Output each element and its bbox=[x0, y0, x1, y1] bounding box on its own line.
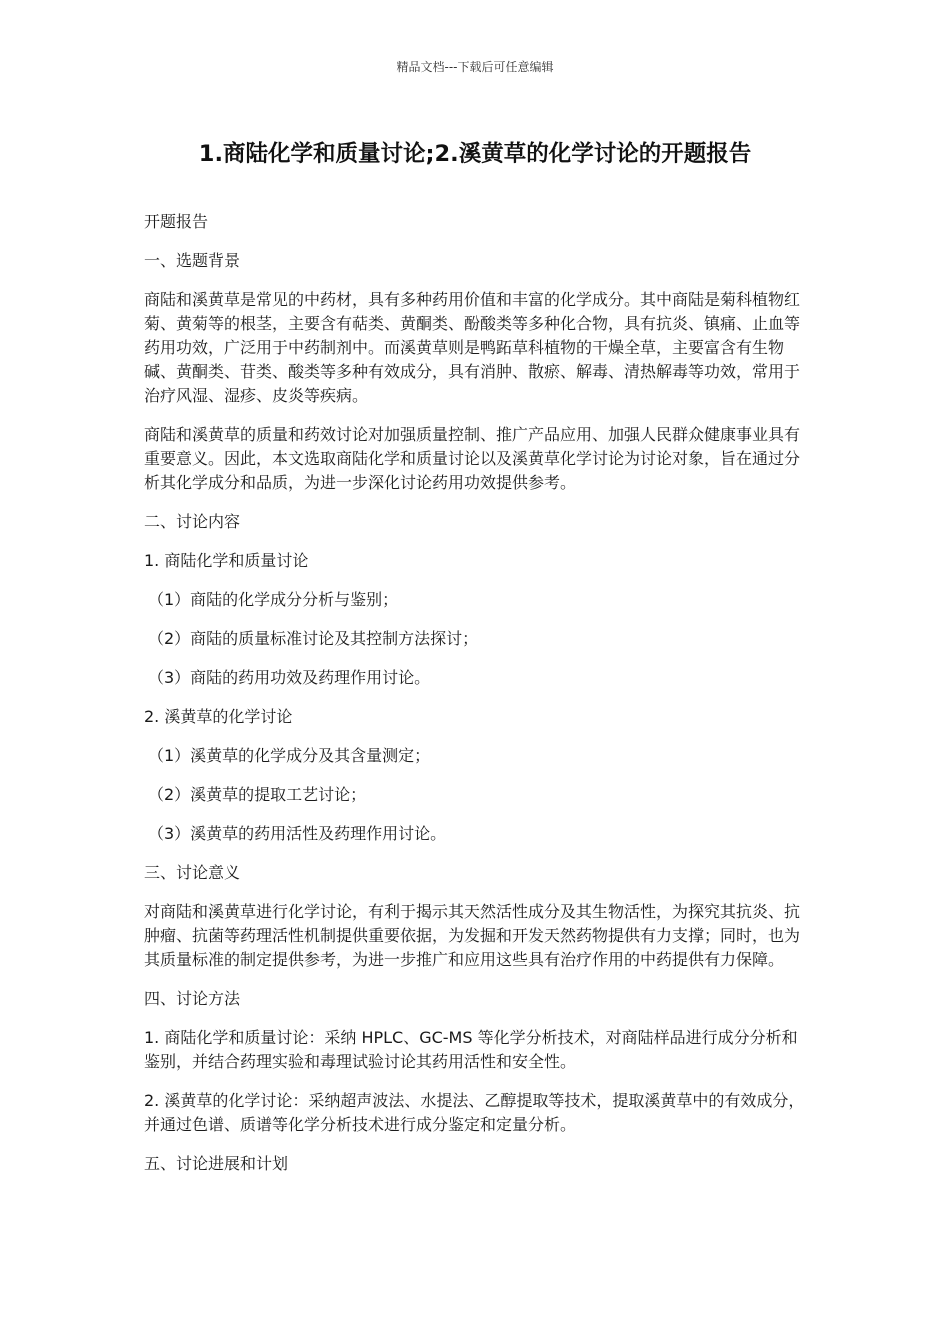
document-title: 1.商陆化学和质量讨论;2.溪黄草的化学讨论的开题报告 bbox=[198, 141, 752, 167]
list-item: （3）溪黄草的药用活性及药理作用讨论。 bbox=[148, 824, 447, 843]
document-body bbox=[144, 210, 808, 1191]
list-item: （1）商陆的化学成分分析与鉴别； bbox=[148, 590, 399, 609]
section-heading-significance: 三、讨论意义 bbox=[144, 863, 241, 882]
list-item: （2）商陆的质量标准讨论及其控制方法探讨； bbox=[148, 629, 479, 648]
report-label: 开题报告 bbox=[144, 212, 209, 231]
significance-paragraph: 对商陆和溪黄草进行化学讨论，有利于揭示其天然活性成分及其生物活性，为探究其抗炎、抗肿瘤、抗菌等药理活性机制提供重要依据，为发掘和开发天然药物提供有力支撑；同时，也为其质量标准的制定提供参考，为进一步推广和应用这些具有治疗作用的中药提供有力保障。 bbox=[144, 902, 801, 969]
list-item: （1）溪黄草的化学成分及其含量测定； bbox=[148, 746, 431, 765]
section-heading-methods: 四、讨论方法 bbox=[144, 989, 241, 1008]
list-item: （3）商陆的药用功效及药理作用讨论。 bbox=[148, 668, 431, 687]
subsection-heading-shanglu: 1. 商陆化学和质量讨论 bbox=[144, 551, 309, 570]
methods-paragraph-2: 2. 溪黄草的化学讨论：采纳超声波法、水提法、乙醇提取等技术，提取溪黄草中的有效成分，并通过色谱、质谱等化学分析技术进行成分鉴定和定量分析。 bbox=[144, 1091, 805, 1134]
section-heading-progress: 五、讨论进展和计划 bbox=[144, 1154, 289, 1173]
list-item: （2）溪黄草的提取工艺讨论； bbox=[148, 785, 367, 804]
background-paragraph-2: 商陆和溪黄草的质量和药效讨论对加强质量控制、推广产品应用、加强人民群众健康事业具有重要意义。因此，本文选取商陆化学和质量讨论以及溪黄草化学讨论为讨论对象，旨在通过分析其化学成分和品质，为进一步深化讨论药用功效提供参考。 bbox=[144, 425, 801, 492]
background-paragraph-1: 商陆和溪黄草是常见的中药材，具有多种药用价值和丰富的化学成分。其中商陆是菊科植物红菊、黄菊等的根茎，主要含有萜类、黄酮类、酚酸类等多种化合物，具有抗炎、镇痛、止血等药用功效，广泛用于中药制剂中。而溪黄草则是鸭跖草科植物的干燥全草，主要富含有生物碱、黄酮类、苷类、酸类等多种有效成分，具有消肿、散瘀、解毒、清热解毒等功效，常用于治疗风湿、湿疹、皮炎等疾病。 bbox=[144, 290, 801, 405]
section-heading-background: 一、选题背景 bbox=[144, 251, 241, 270]
subsection-heading-xihuangcao: 2. 溪黄草的化学讨论 bbox=[144, 707, 293, 726]
header-note: 精品文档---下载后可任意编辑 bbox=[396, 60, 554, 74]
methods-paragraph-1: 1. 商陆化学和质量讨论：采纳 HPLC、GC-MS 等化学分析技术，对商陆样品进行成分分析和鉴别，并结合药理实验和毒理试验讨论其药用活性和安全性。 bbox=[144, 1028, 798, 1071]
section-heading-content: 二、讨论内容 bbox=[144, 512, 241, 531]
